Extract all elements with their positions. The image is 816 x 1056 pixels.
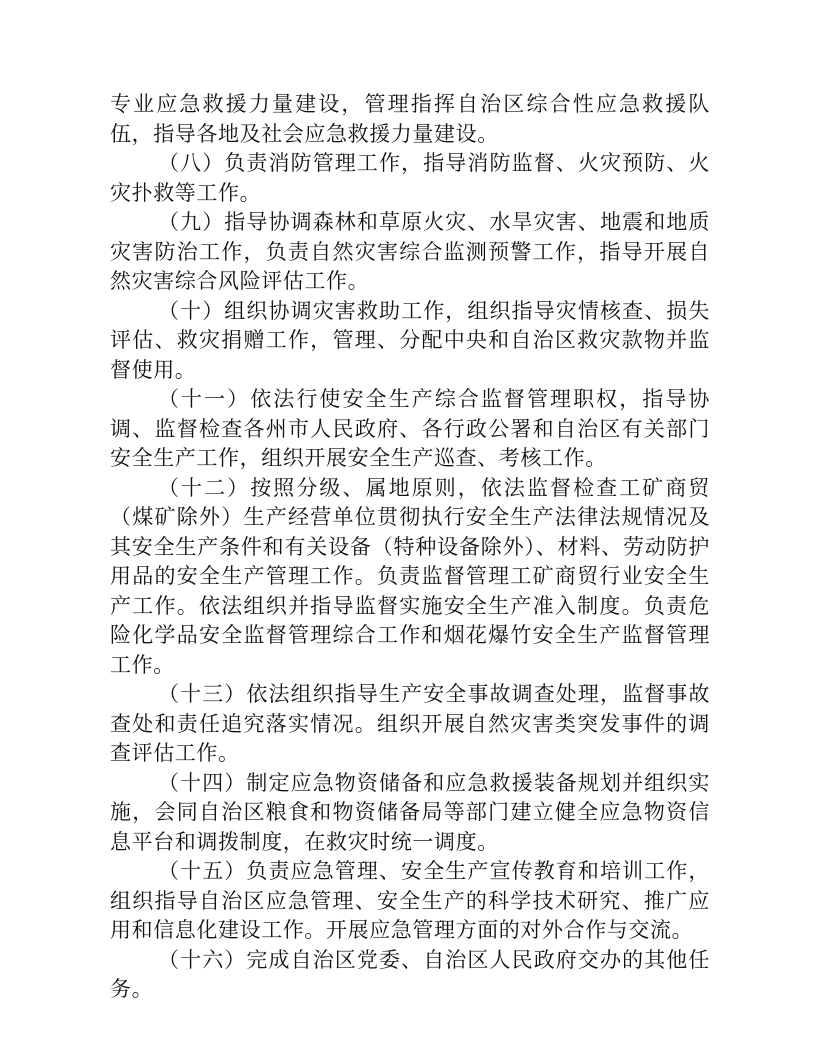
- paragraph-item-11: （十一）依法行使安全生产综合监督管理职权，指导协调、监督检查各州市人民政府、各行政公署和自治区有关部门安全生产工作，组织开展安全生产巡查、考核工作。: [110, 387, 710, 470]
- paragraph-item-13: （十三）依法组织指导生产安全事故调查处理，监督事故查处和责任追究落实情况。组织开展自然灾害类突发事件的调查评估工作。: [110, 682, 710, 765]
- paragraph-item-8: （八）负责消防管理工作，指导消防监督、火灾预防、火灾扑救等工作。: [110, 151, 710, 205]
- paragraph-item-15: （十五）负责应急管理、安全生产宣传教育和培训工作，组织指导自治区应急管理、安全生产的科学技术研究、推广应用和信息化建设工作。开展应急管理方面的对外合作与交流。: [110, 859, 710, 942]
- paragraph-item-16: （十六）完成自治区党委、自治区人民政府交办的其他任务。: [110, 947, 710, 1001]
- paragraph-item-9: （九）指导协调森林和草原火灾、水旱灾害、地震和地质灾害防治工作，负责自然灾害综合监测预警工作，指导开展自然灾害综合风险评估工作。: [110, 210, 710, 293]
- paragraph-item-10: （十）组织协调灾害救助工作，组织指导灾情核查、损失评估、救灾捐赠工作，管理、分配中央和自治区救灾款物并监督使用。: [110, 298, 710, 382]
- paragraph-item-14: （十四）制定应急物资储备和应急救援装备规划并组织实施，会同自治区粮食和物资储备局等部门建立健全应急物资信息平台和调拨制度，在救灾时统一调度。: [110, 770, 710, 854]
- document-body: [110, 90, 710, 1005]
- paragraph-continuation: 专业应急救援力量建设，管理指挥自治区综合性应急救援队伍，指导各地及社会应急救援力量建设。: [110, 92, 710, 146]
- paragraph-item-12: （十二）按照分级、属地原则，依法监督检查工矿商贸（煤矿除外）生产经营单位贯彻执行安全生产法律法规情况及其安全生产条件和有关设备（特种设备除外）、材料、劳动防护用品的安全生产管理工作。负责监督管理工矿商贸行业安全生产工作。依法组织并指导监督实施安全生产准入制度。负责危险化学品安全监督管理综合工作和烟花爆竹安全生产监督管理工作。: [110, 475, 710, 677]
